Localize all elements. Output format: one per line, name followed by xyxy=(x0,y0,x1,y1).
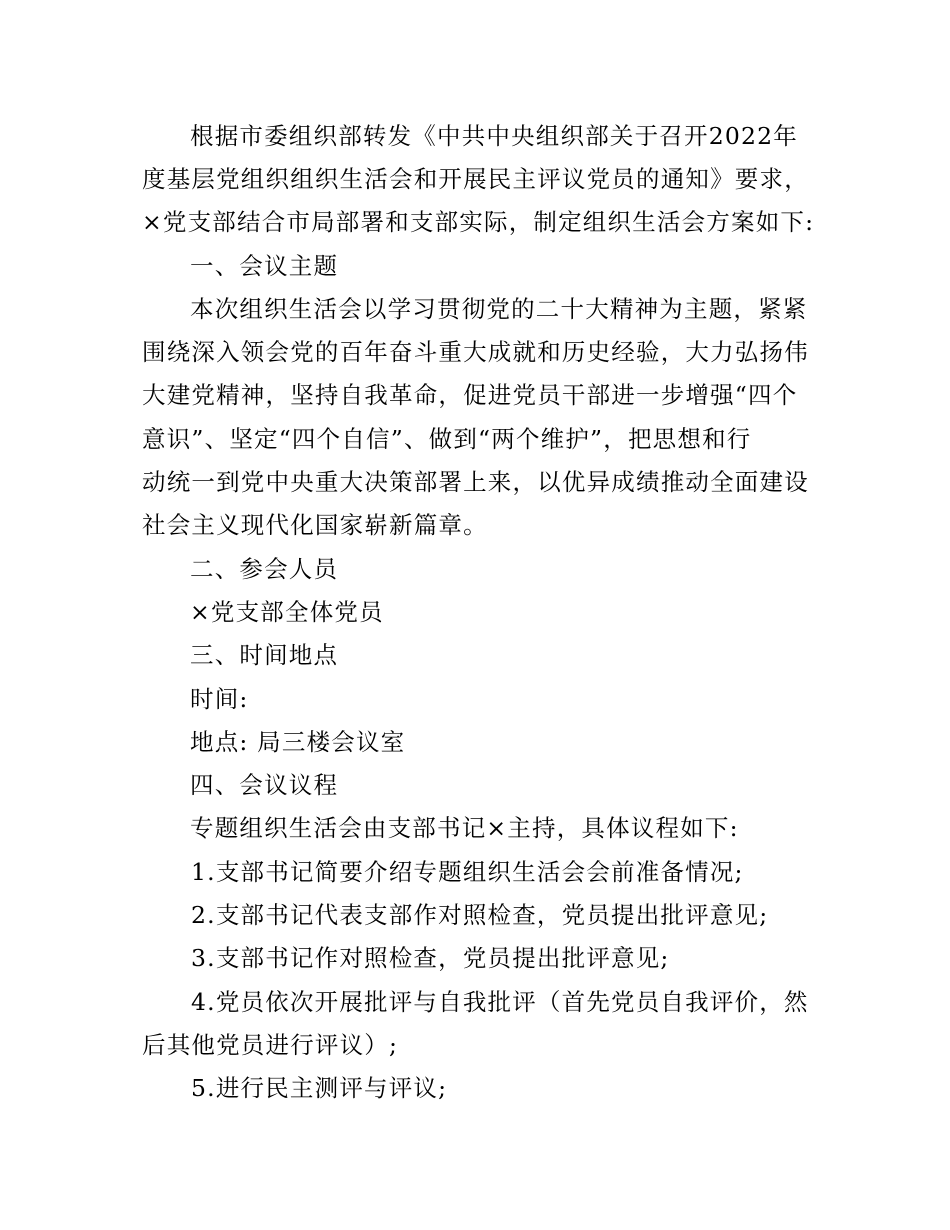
agenda-item-5: 5.进行民主测评与评议; xyxy=(191,1074,448,1102)
agenda-item-4-cont: 后其他党员进行评议）; xyxy=(142,1031,399,1059)
section-4-intro: 专题组织生活会由支部书记×主持，具体议程如下: xyxy=(190,814,739,842)
intro-line-3: ×党支部结合市局部署和支部实际，制定组织生活会方案如下: xyxy=(142,208,815,236)
section-3-time: 时间: xyxy=(190,685,249,713)
section-1-line-2: 围绕深入领会党的百年奋斗重大成就和历史经验，大力弘扬伟 xyxy=(142,338,809,366)
agenda-item-3: 3.支部书记作对照检查，党员提出批评意见; xyxy=(191,944,670,972)
section-3-heading: 三、时间地点 xyxy=(190,641,339,669)
section-2-heading: 二、参会人员 xyxy=(190,555,339,583)
section-1-line-6: 社会主义现代化国家崭新篇章。 xyxy=(142,511,488,539)
section-1-line-3: 大建党精神，坚持自我革命，促进党员干部进一步增强“四个 xyxy=(142,381,798,409)
section-1-line-4: 意识”、坚定“四个自信”、做到“两个维护”，把思想和行 xyxy=(142,425,752,453)
section-3-place: 地点: 局三楼会议室 xyxy=(190,728,406,756)
agenda-item-4: 4.党员依次开展批评与自我批评（首先党员自我评价，然 xyxy=(191,988,809,1016)
section-2-body: ×党支部全体党员 xyxy=(190,598,384,626)
agenda-item-1: 1.支部书记简要介绍专题组织生活会会前准备情况; xyxy=(191,858,744,886)
section-1-line-1: 本次组织生活会以学习贯彻党的二十大精神为主题，紧紧 xyxy=(190,295,808,323)
section-1-heading: 一、会议主题 xyxy=(190,252,339,280)
intro-line-2: 度基层党组织组织生活会和开展民主评议党员的通知》要求， xyxy=(142,165,809,193)
agenda-item-2: 2.支部书记代表支部作对照检查，党员提出批评意见; xyxy=(191,901,769,929)
section-1-line-5: 动统一到党中央重大决策部署上来，以优异成绩推动全面建设 xyxy=(142,468,809,496)
intro-line-1: 根据市委组织部转发《中共中央组织部关于召开2022年 xyxy=(190,122,799,150)
section-4-heading: 四、会议议程 xyxy=(190,771,339,799)
